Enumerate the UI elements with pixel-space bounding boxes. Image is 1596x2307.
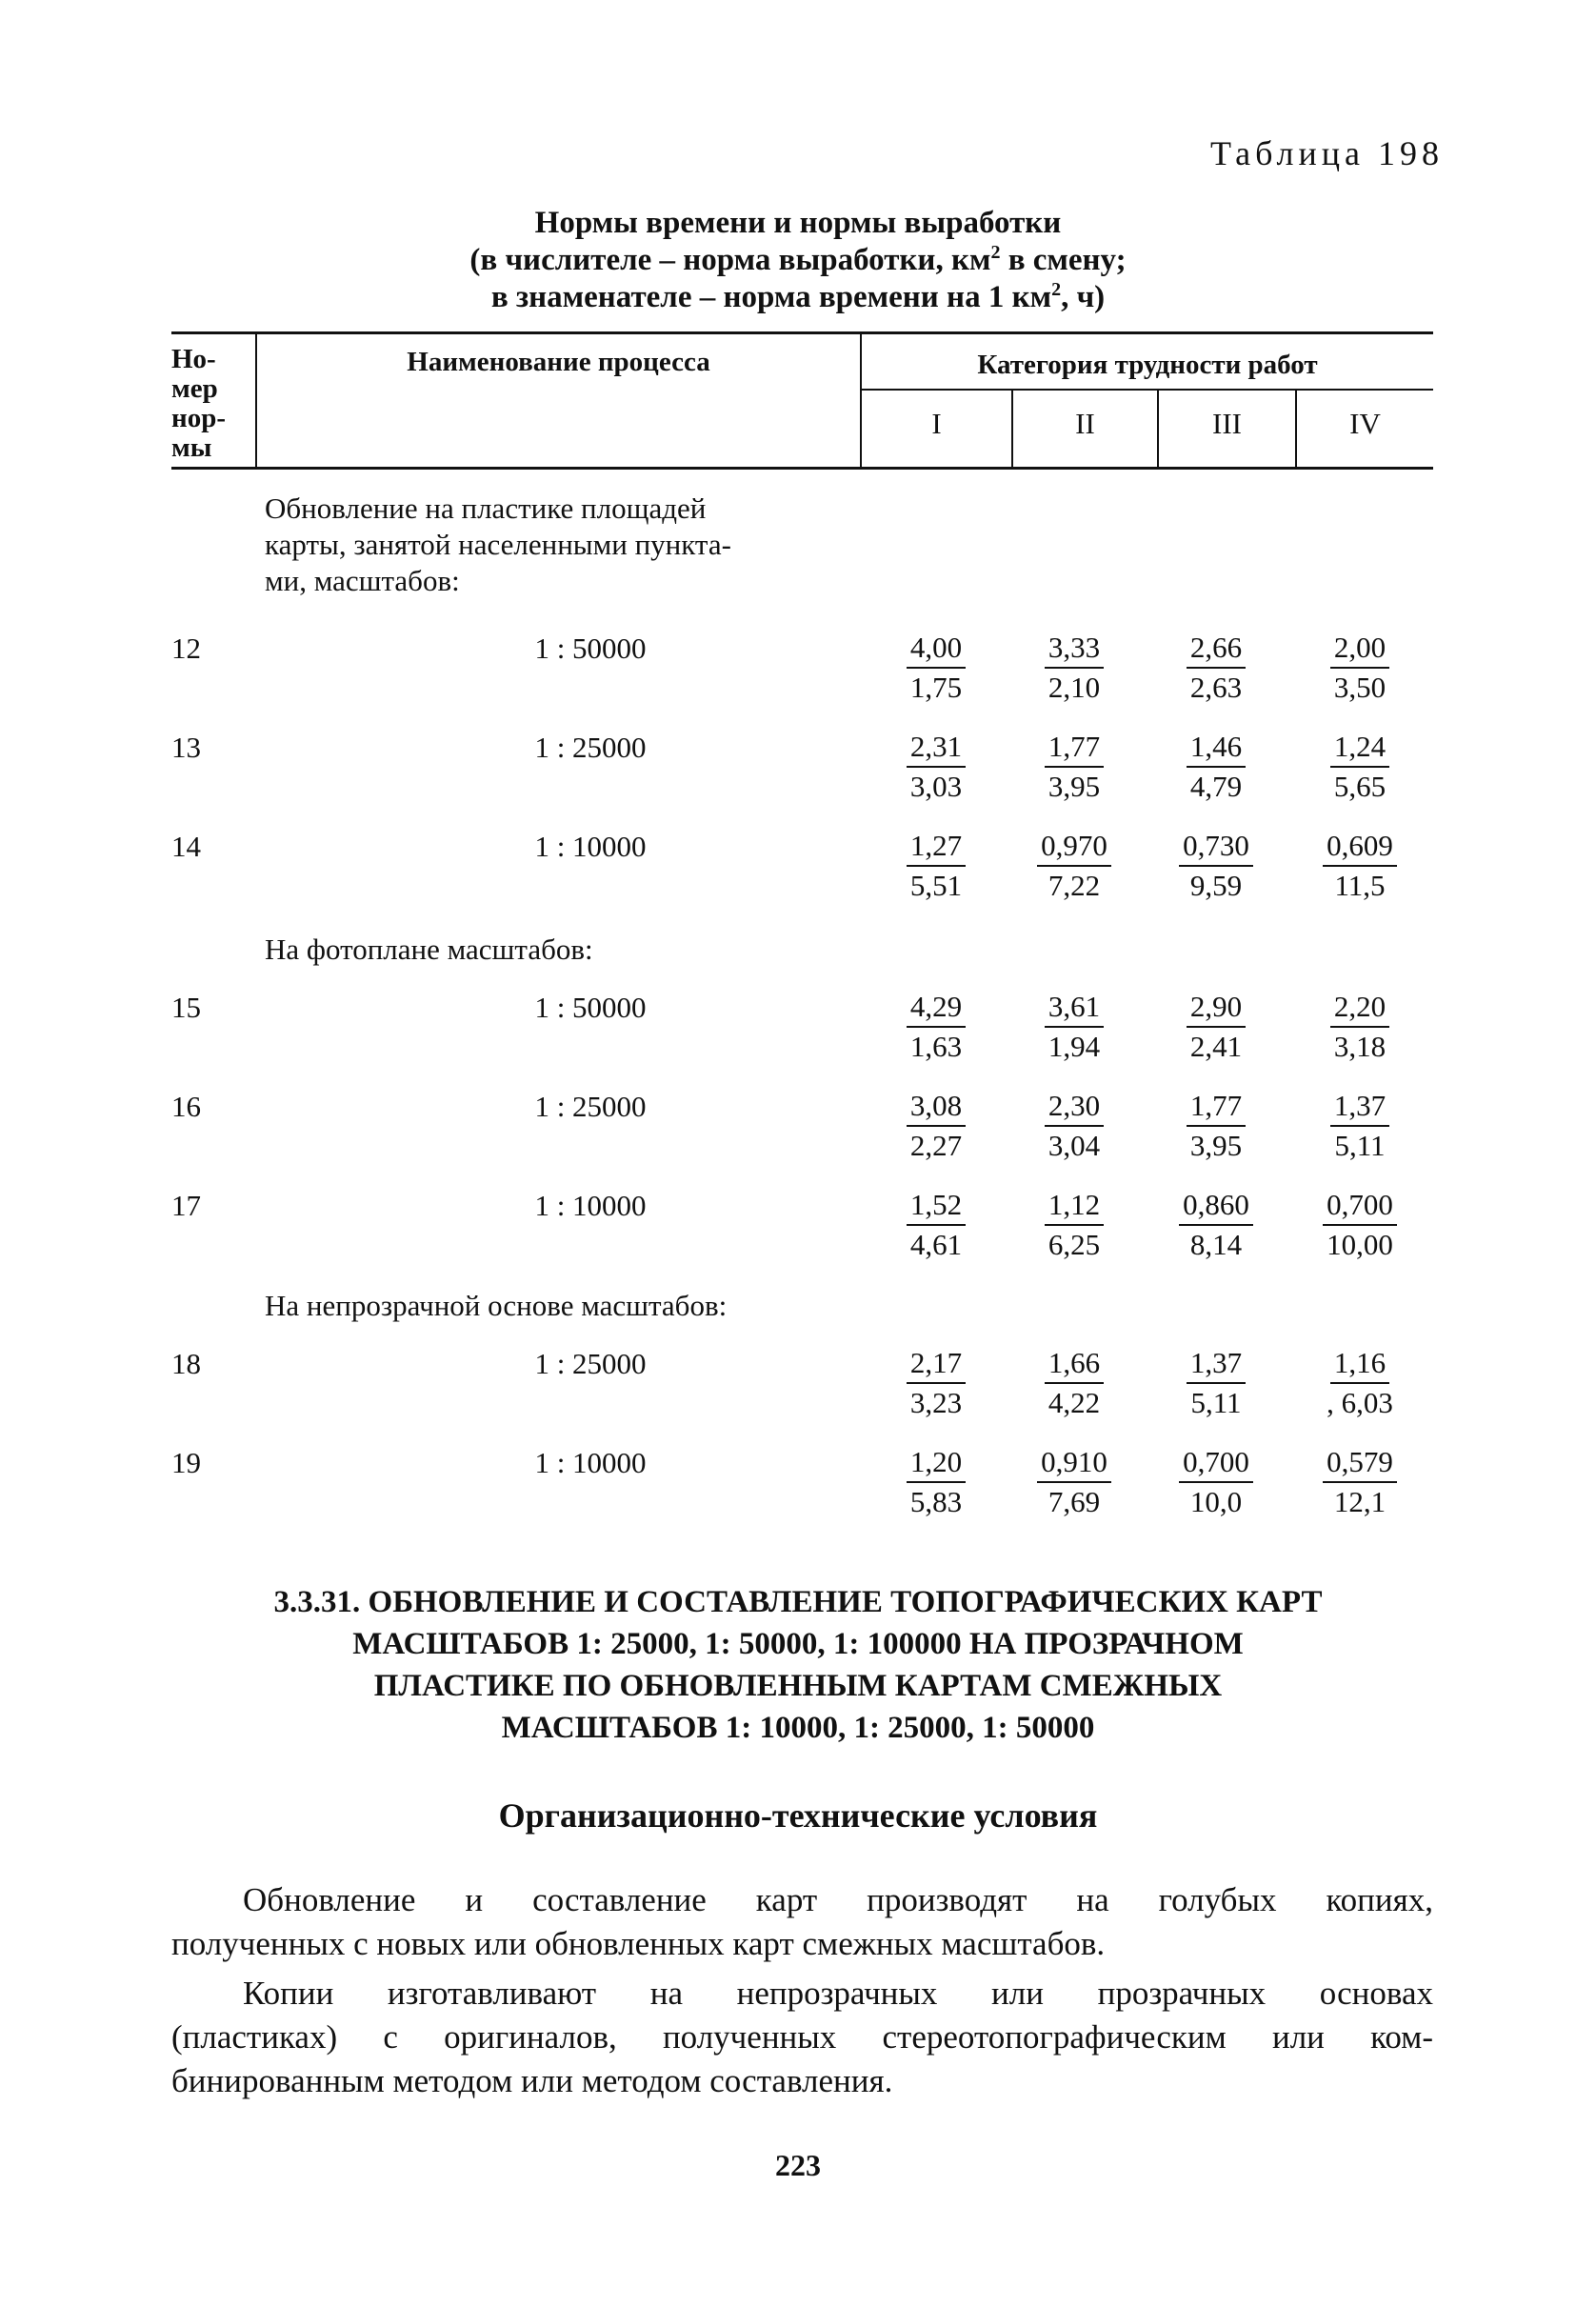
value-cell <box>874 1087 998 1165</box>
value-denominator: 4,79 <box>1189 770 1243 803</box>
value-denominator: 1,75 <box>909 671 963 704</box>
value-denominator: 2,41 <box>1189 1030 1243 1063</box>
value-cell <box>1298 728 1422 806</box>
value-cell <box>1298 1186 1422 1264</box>
value-numerator: 4,00 <box>907 629 966 669</box>
header-number-line: нор- <box>171 403 226 433</box>
paragraph-line: полученных с новых или обновленных карт смежных масштабов. <box>171 1925 1106 1962</box>
value-denominator: 5,83 <box>909 1485 963 1518</box>
paragraph-line: Копии изготавливают на непрозрачных или прозрачных основах <box>243 1975 1433 2012</box>
value-cell <box>1154 827 1278 905</box>
value-denominator: 1,63 <box>909 1030 963 1063</box>
value-cell <box>874 1186 998 1264</box>
value-numerator: 2,30 <box>1045 1087 1104 1127</box>
value-cell <box>1012 827 1136 905</box>
value-numerator: 1,77 <box>1187 1087 1246 1127</box>
value-numerator: 0,970 <box>1037 827 1111 867</box>
value-cell <box>874 1443 998 1521</box>
value-cell <box>1012 1186 1136 1264</box>
value-denominator: , 6,03 <box>1327 1386 1393 1419</box>
section-heading-line: ми, масштабов: <box>265 564 460 597</box>
category-rule <box>860 389 1433 391</box>
paragraph <box>171 1972 1433 2103</box>
value-denominator: 10,00 <box>1327 1228 1393 1261</box>
value-numerator: 3,33 <box>1045 629 1104 669</box>
value-denominator: 3,50 <box>1333 671 1387 704</box>
row-number: 14 <box>171 830 201 863</box>
value-denominator: 3,95 <box>1047 770 1101 803</box>
value-cell <box>874 827 998 905</box>
section-heading: На непрозрачной основе масштабов: <box>265 1289 728 1322</box>
table-subtitle-line-1 <box>0 242 1596 278</box>
value-cell <box>1298 988 1422 1066</box>
value-cell <box>1012 1087 1136 1165</box>
value-cell <box>1154 728 1278 806</box>
value-denominator: 2,27 <box>909 1129 963 1162</box>
subtitle-text: , ч) <box>1061 280 1106 314</box>
header-process-name: Наименование процесса <box>407 347 710 377</box>
paragraph-line: Обновление и составление карт производят на голубых копиях, <box>243 1881 1433 1918</box>
row-number: 16 <box>171 1090 201 1123</box>
header-category-III: III <box>1212 407 1242 440</box>
header-number <box>171 345 255 463</box>
row-number: 13 <box>171 731 201 764</box>
chapter-heading-line: МАСШТАБОВ 1: 25000, 1: 50000, 1: 100000 НА ПРОЗРАЧНОМ <box>352 1627 1244 1661</box>
value-denominator: 5,11 <box>1190 1386 1242 1419</box>
header-number-line: Но- <box>171 344 216 374</box>
subtitle-text: в знаменателе – норма времени на 1 км <box>490 280 1052 314</box>
value-numerator: 0,730 <box>1179 827 1253 867</box>
value-numerator: 4,29 <box>907 988 966 1028</box>
value-denominator: 11,5 <box>1334 869 1386 902</box>
value-numerator: 1,52 <box>907 1186 966 1226</box>
value-numerator: 1,16 <box>1330 1344 1389 1384</box>
value-numerator: 1,37 <box>1330 1087 1389 1127</box>
section-heading: На фотоплане масштабов: <box>265 933 593 966</box>
value-denominator: 6,25 <box>1047 1228 1101 1261</box>
value-cell <box>1154 1186 1278 1264</box>
row-number: 17 <box>171 1189 201 1222</box>
table-label: Таблица 198 <box>1210 134 1444 172</box>
value-denominator: 9,59 <box>1189 869 1243 902</box>
value-cell <box>1298 827 1422 905</box>
superscript: 2 <box>1051 279 1062 300</box>
value-numerator: 1,27 <box>907 827 966 867</box>
value-numerator: 0,860 <box>1179 1186 1253 1226</box>
row-scale: 1 : 25000 <box>534 1347 647 1380</box>
value-denominator: 8,14 <box>1189 1228 1243 1261</box>
row-number: 19 <box>171 1446 201 1479</box>
chapter-heading <box>0 1581 1596 1749</box>
value-cell <box>1012 1443 1136 1521</box>
value-cell <box>1298 1344 1422 1422</box>
value-denominator: 3,18 <box>1333 1030 1387 1063</box>
chapter-heading-line: ПЛАСТИКЕ ПО ОБНОВЛЕННЫМ КАРТАМ СМЕЖНЫХ <box>373 1669 1223 1703</box>
table-subtitle-line-2 <box>0 279 1596 315</box>
value-denominator: 4,61 <box>909 1228 963 1261</box>
superscript: 2 <box>990 242 1001 263</box>
value-numerator: 0,609 <box>1323 827 1397 867</box>
row-number: 15 <box>171 991 201 1024</box>
row-scale: 1 : 10000 <box>534 1189 647 1222</box>
section-heading-line: Обновление на пластике площадей <box>265 491 707 525</box>
value-denominator: 3,23 <box>909 1386 963 1419</box>
value-cell <box>1298 629 1422 707</box>
value-denominator: 4,22 <box>1047 1386 1101 1419</box>
header-category-IV: IV <box>1349 407 1381 440</box>
value-numerator: 2,90 <box>1187 988 1246 1028</box>
value-denominator: 5,65 <box>1333 770 1387 803</box>
value-cell <box>1154 1344 1278 1422</box>
row-number: 12 <box>171 632 201 665</box>
value-numerator: 0,700 <box>1323 1186 1397 1226</box>
value-numerator: 1,37 <box>1187 1344 1246 1384</box>
section-heading-line: карты, занятой населенными пункта- <box>265 528 731 561</box>
value-numerator: 0,700 <box>1179 1443 1253 1483</box>
value-denominator: 10,0 <box>1189 1485 1243 1518</box>
value-numerator: 1,20 <box>907 1443 966 1483</box>
value-cell <box>1154 629 1278 707</box>
value-denominator: 3,03 <box>909 770 963 803</box>
subtitle-text: (в числителе – норма выработки, км <box>469 243 991 277</box>
value-numerator: 1,77 <box>1045 728 1104 768</box>
value-numerator: 2,31 <box>907 728 966 768</box>
value-numerator: 0,910 <box>1037 1443 1111 1483</box>
value-numerator: 1,24 <box>1330 728 1389 768</box>
value-denominator: 5,51 <box>909 869 963 902</box>
chapter-heading-line: 3.3.31. ОБНОВЛЕНИЕ И СОСТАВЛЕНИЕ ТОПОГРАФИЧЕСКИХ КАРТ <box>273 1585 1323 1619</box>
value-denominator: 5,11 <box>1334 1129 1386 1162</box>
value-cell <box>1154 988 1278 1066</box>
value-numerator: 2,00 <box>1330 629 1389 669</box>
value-cell <box>874 988 998 1066</box>
value-numerator: 2,17 <box>907 1344 966 1384</box>
header-category-I: I <box>931 407 942 440</box>
value-denominator: 3,95 <box>1189 1129 1243 1162</box>
row-scale: 1 : 50000 <box>534 632 647 665</box>
value-denominator: 2,63 <box>1189 671 1243 704</box>
value-numerator: 3,61 <box>1045 988 1104 1028</box>
value-cell <box>1012 728 1136 806</box>
value-cell <box>1012 988 1136 1066</box>
value-numerator: 0,579 <box>1323 1443 1397 1483</box>
value-cell <box>1154 1443 1278 1521</box>
value-cell <box>1154 1087 1278 1165</box>
value-numerator: 1,12 <box>1045 1186 1104 1226</box>
paragraph-line: (пластиках) с оригиналов, полученных стереотопографическим или ком- <box>171 2018 1433 2056</box>
row-scale: 1 : 25000 <box>534 731 647 764</box>
value-numerator: 1,46 <box>1187 728 1246 768</box>
row-scale: 1 : 10000 <box>534 830 647 863</box>
value-numerator: 2,20 <box>1330 988 1389 1028</box>
header-number-line: мер <box>171 373 218 404</box>
value-numerator: 2,66 <box>1187 629 1246 669</box>
row-number: 18 <box>171 1347 201 1380</box>
header-number-line: мы <box>171 432 212 463</box>
chapter-heading-line: МАСШТАБОВ 1: 10000, 1: 25000, 1: 50000 <box>501 1711 1095 1745</box>
value-numerator: 3,08 <box>907 1087 966 1127</box>
value-cell <box>874 629 998 707</box>
row-scale: 1 : 10000 <box>534 1446 647 1479</box>
value-numerator: 1,66 <box>1045 1344 1104 1384</box>
table-top-rule <box>171 331 1433 334</box>
value-cell <box>874 728 998 806</box>
value-cell <box>1012 1344 1136 1422</box>
subtitle-text: в смену; <box>1000 243 1127 277</box>
value-cell <box>874 1344 998 1422</box>
value-denominator: 1,94 <box>1047 1030 1101 1063</box>
value-denominator: 12,1 <box>1333 1485 1387 1518</box>
table-header-bottom-rule <box>171 467 1433 470</box>
table-title: Нормы времени и нормы выработки <box>534 206 1062 240</box>
row-scale: 1 : 50000 <box>534 991 647 1024</box>
value-denominator: 7,22 <box>1047 869 1101 902</box>
value-cell <box>1012 629 1136 707</box>
paragraph-line: бинированным методом или методом составления. <box>171 2062 893 2099</box>
subheading: Организационно-технические условия <box>498 1796 1098 1835</box>
row-scale: 1 : 25000 <box>534 1090 647 1123</box>
section-heading <box>265 491 731 599</box>
header-category: Категория трудности работ <box>977 350 1318 380</box>
value-denominator: 3,04 <box>1047 1129 1101 1162</box>
value-cell <box>1298 1443 1422 1521</box>
header-category-II: II <box>1075 407 1095 440</box>
value-denominator: 2,10 <box>1047 671 1101 704</box>
page-number: 223 <box>775 2148 821 2182</box>
paragraph <box>171 1878 1433 1966</box>
value-cell <box>1298 1087 1422 1165</box>
value-denominator: 7,69 <box>1047 1485 1101 1518</box>
